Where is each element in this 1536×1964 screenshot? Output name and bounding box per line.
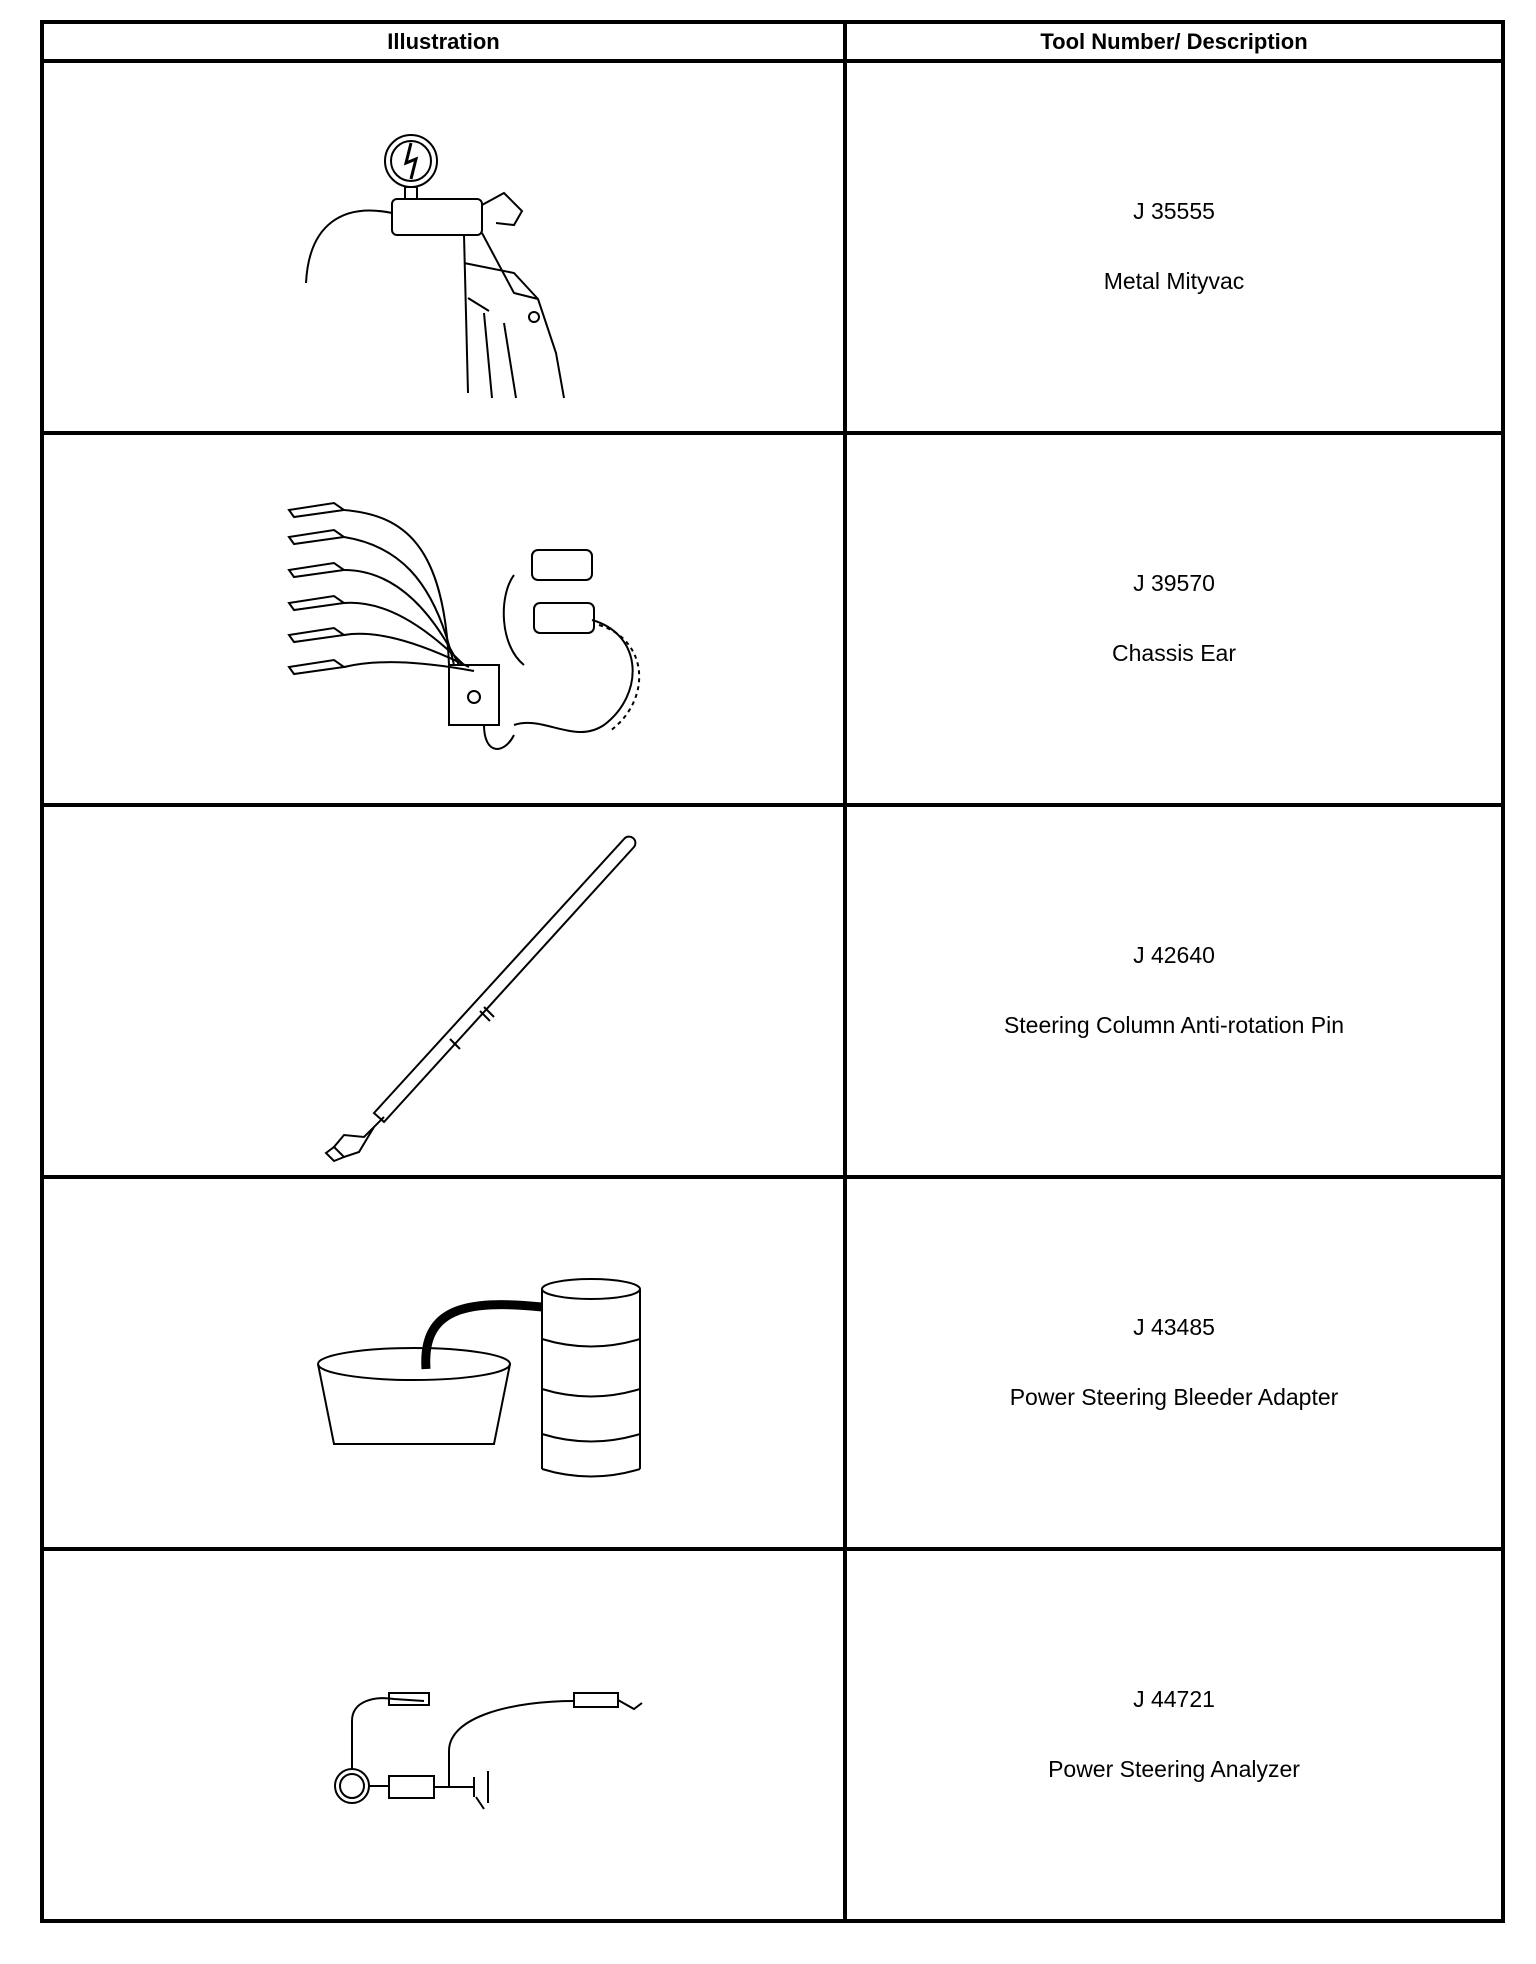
header-tool-description: Tool Number/ Description	[845, 22, 1503, 61]
tool-number: J 39570	[1133, 570, 1215, 597]
table-row	[42, 1177, 1503, 1549]
tools-table	[40, 20, 1505, 1923]
bleeder-adapter-icon	[44, 1179, 847, 1547]
tool-description: Power Steering Analyzer	[1048, 1756, 1300, 1782]
illustration-cell	[42, 61, 845, 433]
tool-number: J 44721	[1133, 1686, 1215, 1713]
description-cell	[845, 61, 1503, 433]
description-cell	[845, 433, 1503, 805]
anti-rotation-pin-icon	[44, 807, 847, 1175]
table-row	[42, 433, 1503, 805]
illustration-cell	[42, 1549, 845, 1921]
table-row	[42, 61, 1503, 433]
table-row	[42, 805, 1503, 1177]
tool-description: Metal Mityvac	[1103, 268, 1245, 294]
power-steering-analyzer-icon	[44, 1551, 847, 1919]
table-row	[42, 1549, 1503, 1921]
header-illustration: Illustration	[42, 22, 845, 61]
illustration-cell	[42, 805, 845, 1177]
table-header-row	[42, 22, 1503, 61]
description-cell	[845, 1177, 1503, 1549]
tool-description: Steering Column Anti-rotation Pin	[1003, 1012, 1345, 1038]
tool-number: J 35555	[1133, 198, 1215, 225]
tool-number: J 42640	[1133, 942, 1215, 969]
vacuum-pump-icon	[44, 63, 847, 431]
illustration-cell	[42, 1177, 845, 1549]
description-cell	[845, 805, 1503, 1177]
illustration-cell	[42, 433, 845, 805]
tool-description: Chassis Ear	[1112, 640, 1236, 666]
tool-number: J 43485	[1133, 1314, 1215, 1341]
tool-description: Power Steering Bleeder Adapter	[1009, 1384, 1339, 1410]
chassis-ear-icon	[44, 435, 847, 803]
description-cell	[845, 1549, 1503, 1921]
